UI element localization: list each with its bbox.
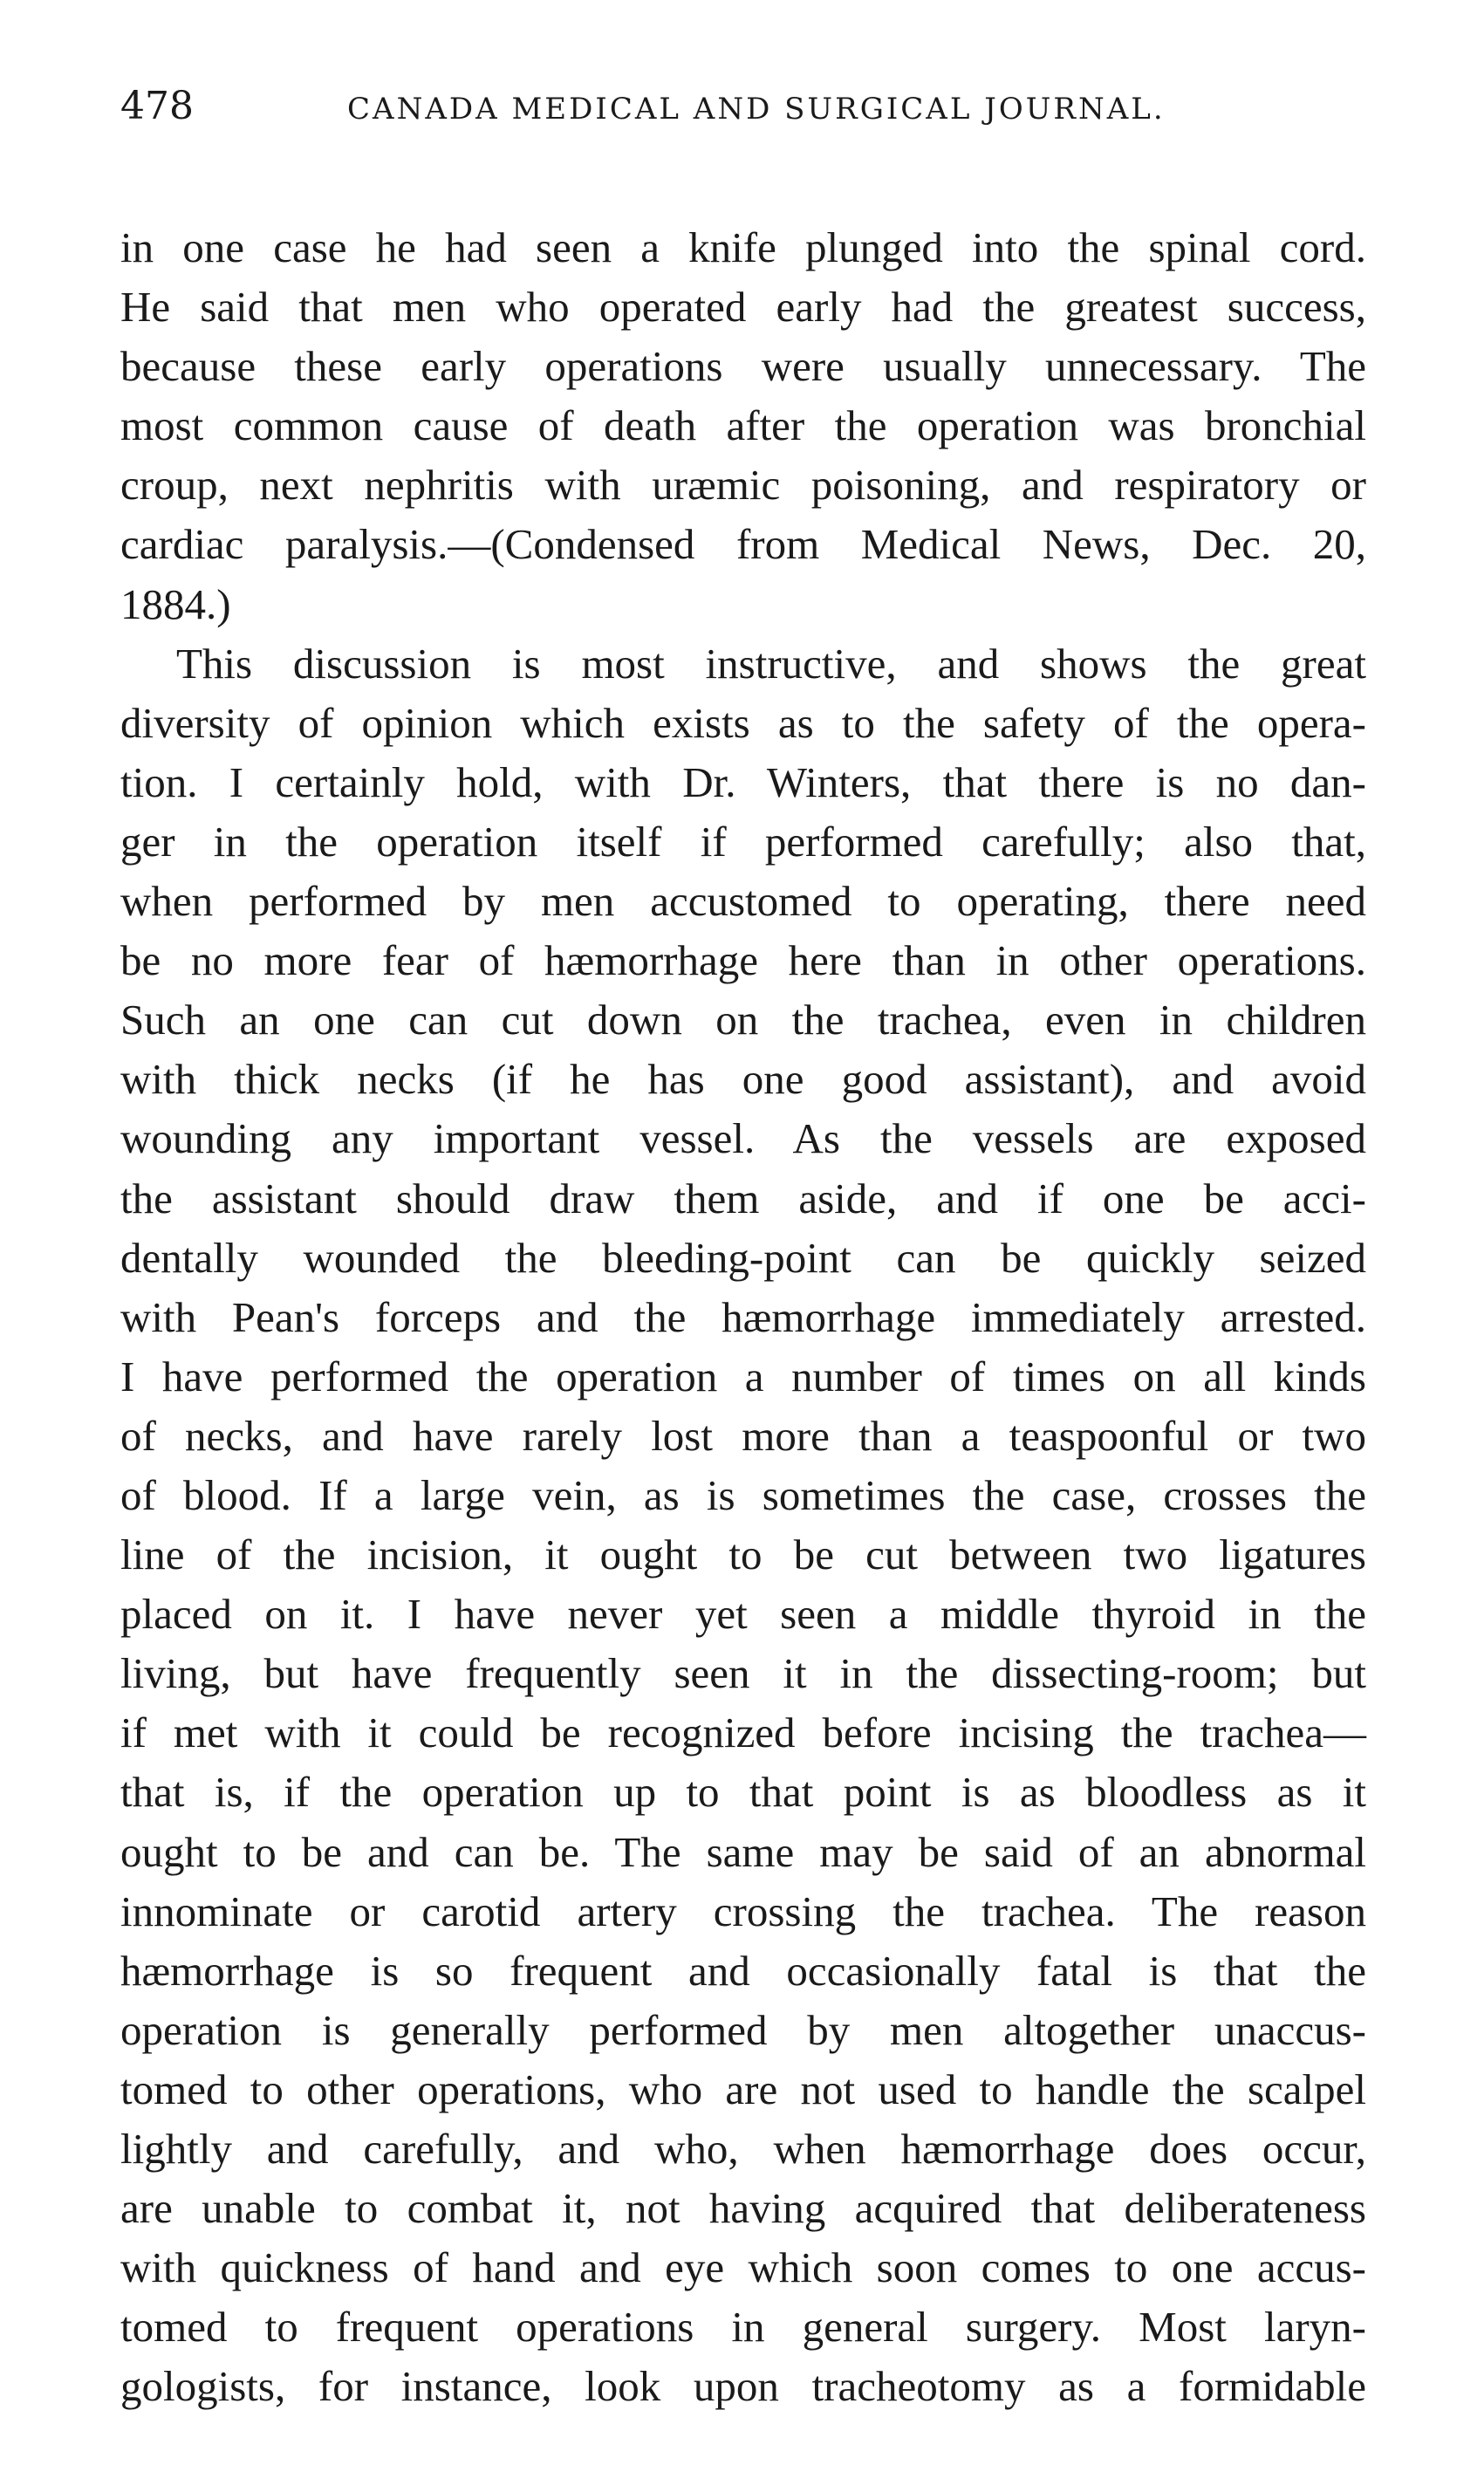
text-line: with Pean's forceps and the hæmorrhage immediately arrested. (120, 1292, 1366, 1341)
text-line: tomed to frequent operations in general surgery. Most laryn- (120, 2303, 1366, 2352)
text-line: if met with it could be recognized before incising the trachea— (120, 1708, 1366, 1757)
text-line: most common cause of death after the operation was bronchial (120, 401, 1366, 450)
page-header (120, 84, 1366, 154)
running-head: CANADA MEDICAL AND SURGICAL JOURNAL. (347, 92, 1166, 127)
page-number: 478 (120, 84, 194, 128)
text-line: 1884.) (120, 579, 231, 628)
text-line: ought to be and can be. The same may be said of an abnormal (120, 1827, 1366, 1876)
text-line: I have performed the operation a number of times on all kinds (120, 1352, 1366, 1400)
text-line: with quickness of hand and eye which soon comes to one accus- (120, 2243, 1366, 2292)
text-line: the assistant should draw them aside, and if one be acci- (120, 1174, 1366, 1222)
text-line: in one case he had seen a knife plunged into the spinal cord. (120, 223, 1366, 271)
text-line: This discussion is most instructive, and shows the great (176, 639, 1366, 688)
text-line: living, but have frequently seen it in the dissecting-room; but (120, 1649, 1366, 1698)
text-line: Such an one can cut down on the trachea, even in children (120, 996, 1366, 1044)
text-line: that is, if the operation up to that point is as bloodless as it (120, 1768, 1366, 1817)
text-line: when performed by men accustomed to operating, there need (120, 877, 1366, 926)
text-line: wounding any important vessel. As the vessels are exposed (120, 1114, 1366, 1163)
text-line: He said that men who operated early had the greatest success, (120, 283, 1366, 332)
text-line: cardiac paralysis.—(Condensed from Medical News, Dec. 20, (120, 520, 1366, 569)
text-line: placed on it. I have never yet seen a middle thyroid in the (120, 1590, 1366, 1639)
text-line: because these early operations were usually unnecessary. The (120, 342, 1366, 391)
text-line: of necks, and have rarely lost more than a teaspoonful or two (120, 1411, 1366, 1460)
text-line: hæmorrhage is so frequent and occasionally fatal is that the (120, 1946, 1366, 1995)
text-line: croup, next nephritis with uræmic poisoning, and respiratory or (120, 461, 1366, 510)
text-line: tion. I certainly hold, with Dr. Winters, that there is no dan- (120, 757, 1366, 806)
text-line: dentally wounded the bleeding-point can be quickly seized (120, 1233, 1366, 1282)
text-line: be no more fear of hæmorrhage here than in other operations. (120, 936, 1366, 985)
journal-page (120, 84, 1366, 2416)
text-line: diversity of opinion which exists as to the safety of the opera- (120, 698, 1366, 747)
paragraph-1 (120, 218, 1366, 634)
text-line: with thick necks (if he has one good assistant), and avoid (120, 1055, 1366, 1104)
text-line: tomed to other operations, who are not used to handle the scalpel (120, 2065, 1366, 2113)
paragraph-2 (120, 634, 1366, 2417)
text-line: operation is generally performed by men altogether unaccus- (120, 2005, 1366, 2054)
text-line: ger in the operation itself if performed carefully; also that, (120, 817, 1366, 866)
text-line: line of the incision, it ought to be cut between two ligatures (120, 1530, 1366, 1579)
text-line: of blood. If a large vein, as is sometimes the case, crosses the (120, 1470, 1366, 1519)
text-line: lightly and carefully, and who, when hæmorrhage does occur, (120, 2125, 1366, 2173)
text-line: gologists, for instance, look upon tracheotomy as a formidable (120, 2362, 1366, 2411)
text-line: innominate or carotid artery crossing the trachea. The reason (120, 1887, 1366, 1935)
text-line: are unable to combat it, not having acquired that deliberateness (120, 2184, 1366, 2233)
